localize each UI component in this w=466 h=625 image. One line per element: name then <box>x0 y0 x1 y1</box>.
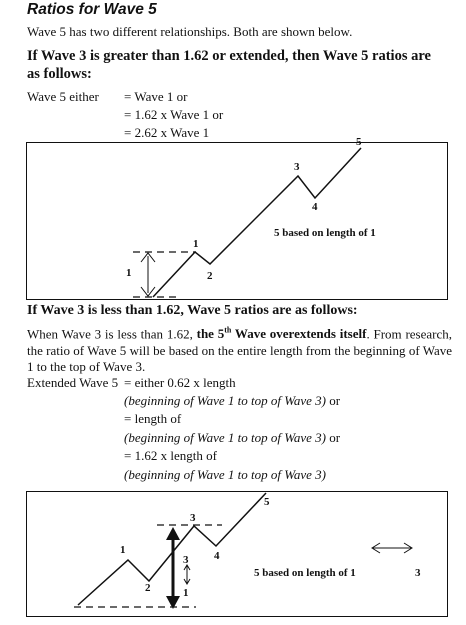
measure-arrow-top <box>166 527 180 540</box>
measure-arrow-bottom <box>166 596 180 609</box>
section2-heading: If Wave 3 is less than 1.62, Wave 5 ratios are as follows: <box>27 303 358 318</box>
wave-label-4: 4 <box>312 201 318 213</box>
measure-label-bottom: 1 <box>183 587 189 599</box>
diagram1-note: 5 based on length of 1 <box>274 227 376 239</box>
wave-label-3: 3 <box>294 161 300 173</box>
ext-line-5-text: (beginning of Wave 1 to top of Wave 3) <box>124 467 326 482</box>
intro-text: Wave 5 has two different relationships. Both are shown below. <box>27 24 353 39</box>
ext-line-1-suffix: or <box>325 393 341 408</box>
extended-label: Extended Wave 5 <box>27 375 119 390</box>
ratio-line-2: = 1.62 x Wave 1 or <box>124 107 224 122</box>
wave-label-5: 5 <box>356 136 362 148</box>
wave-label-4: 4 <box>214 550 220 562</box>
wave-label-3: 3 <box>190 512 196 524</box>
ext-line-1-text: (beginning of Wave 1 to top of Wave 3) <box>124 393 326 408</box>
measure-label-top: 3 <box>183 554 189 566</box>
ext-line-3-suffix: or <box>325 430 341 445</box>
ratio-line-1: = Wave 1 or <box>124 89 188 104</box>
ordinal-suffix: th <box>224 326 232 335</box>
wave-label-2: 2 <box>145 582 151 594</box>
extended-first-line: = either 0.62 x length <box>124 375 236 390</box>
ext-line-4-text: = 1.62 x length of <box>124 448 217 463</box>
ratio-line-3: = 2.62 x Wave 1 <box>124 125 210 140</box>
wave-label-2: 2 <box>207 270 213 282</box>
diagram2-note: 5 based on length of 1 <box>254 567 356 579</box>
section1-label: Wave 5 either <box>27 89 99 104</box>
wave-label-1: 1 <box>193 238 199 250</box>
ext-line-2-text: = length of <box>124 411 182 426</box>
wave-label-5: 5 <box>264 496 270 508</box>
para-start: When Wave 3 is less than 1.62, <box>27 326 197 342</box>
section1-heading: If Wave 3 is greater than 1.62 or extended, then Wave 5 ratios are as follows: <box>27 48 431 82</box>
para-end: . From research, the ratio of Wave 5 will be based on the entire length from the beginning of Wave 1 to the top of Wave 3. <box>27 326 452 374</box>
diagram2-note-extra: 3 <box>415 567 421 579</box>
measure-label: 1 <box>126 267 132 279</box>
ext-line-3-text: (beginning of Wave 1 to top of Wave 3) <box>124 430 326 445</box>
para-bold: the 5th Wave overextends itself <box>196 326 367 342</box>
wave-label-1: 1 <box>120 544 126 556</box>
page-title: Ratios for Wave 5 <box>27 1 157 18</box>
